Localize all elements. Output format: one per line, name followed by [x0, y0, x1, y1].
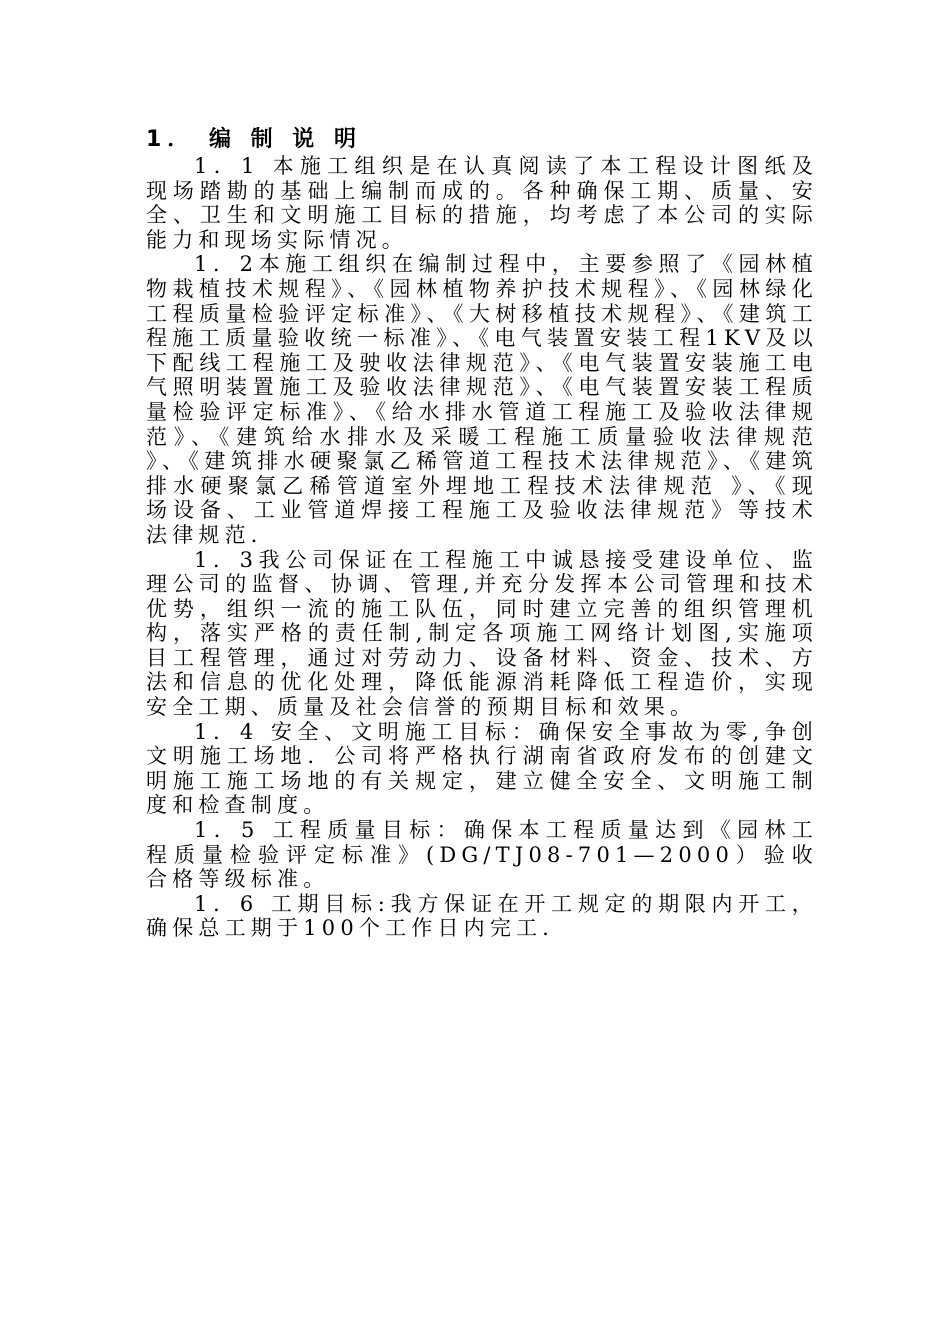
paragraph-1-5: 1．5 工程质量目标：确保本工程质量达到《园林工程质量检验评定标准》(DG/TJ08-701—2000）验收合格等级标准。 — [146, 818, 818, 892]
section-title: 1． 编 制 说 明 — [146, 127, 362, 152]
paragraph-1-2: 1．2本施工组织在编制过程中，主要参照了《园林植物栽植技术规程》、《园林植物养护技术规程》、《园林绿化工程质量检验评定标准》、《大树移植技术规程》、《建筑工程施工质量验收统一标准》、《电气装置安装工程1KV及以下配线工程施工及驶收法律规范》、《电气装置安装施工电气照明装置施工及验收法律规范》、《电气装置安装工程质量检验评定标准》、《给水排水管道工程施工及验收法律规范》、《建筑给水排水及采暖工程施工质量验收法律规范 》、《建筑排水硬聚氯乙稀管道工程技术法律规范》、《建筑排水硬聚氯乙稀管道室外埋地工程技术法律规范 》、《现场设备、工业管道焊接工程施工及验收法律规范》等技术法律规范． — [146, 252, 818, 547]
paragraph-1-3: 1．3我公司保证在工程施工中诚恳接受建设单位、监理公司的监督、协调、管理,并充分发挥本公司管理和技术优势，组织一流的施工队伍，同时建立完善的组织管理机构，落实严格的责任制,制定各项施工网络计划图,实施项目工程管理，通过对劳动力、设备材料、资金、技术、方法和信息的优化处理，降低能源消耗降低工程造价，实现安全工期、质量及社会信誉的预期目标和效果。 — [146, 547, 818, 720]
paragraph-1-1: 1．1 本施工组织是在认真阅读了本工程设计图纸及现场踏勘的基础上编制而成的。各种确保工期、质量、安全、卫生和文明施工目标的措施，均考虑了本公司的实际能力和现场实际情况。 — [146, 154, 818, 252]
document-page — [146, 126, 818, 941]
paragraph-1-4: 1．4 安全、文明施工目标：确保安全事故为零,争创文明施工场地．公司将严格执行湖南省政府发布的创建文明施工施工场地的有关规定，建立健全安全、文明施工制度和检查制度。 — [146, 719, 818, 818]
paragraph-1-6: 1．6 工期目标:我方保证在开工规定的期限内开工，确保总工期于100个工作日内完工． — [146, 891, 818, 941]
